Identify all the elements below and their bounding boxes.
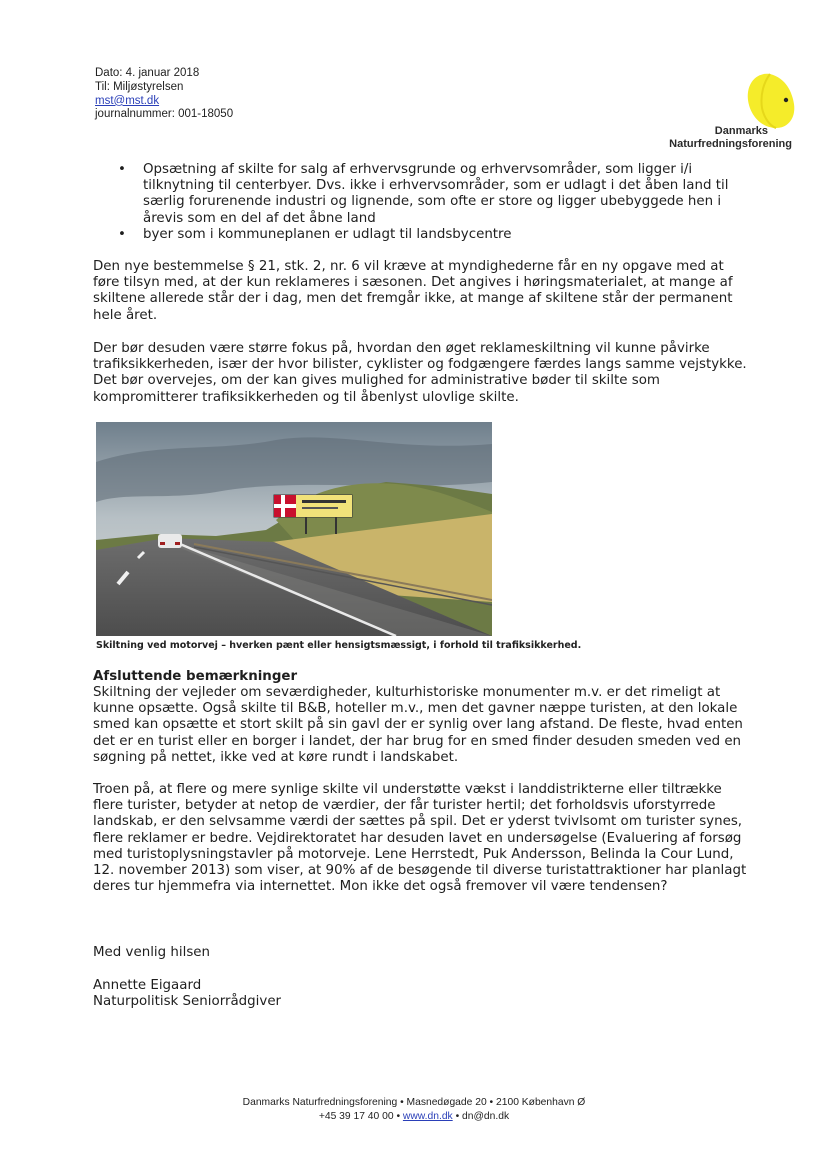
letter-header: [95, 67, 233, 122]
footer-web-link[interactable]: www.dn.dk: [402, 1110, 453, 1122]
motorway-photo: [96, 422, 492, 636]
photo-caption: Skiltning ved motorvej – hverken pænt eller hensigtsmæssigt, i forhold til trafiksikkerhed.: [96, 640, 582, 651]
footer-email[interactable]: dn@dn.dk: [462, 1110, 510, 1122]
logo-line-2: Naturfredningsforening: [669, 138, 792, 150]
section-heading: Afsluttende bemærkninger: [93, 669, 298, 684]
letter-recipient: Til: Miljøstyrelsen: [95, 80, 184, 93]
signature-title: Naturpolitisk Seniorrådgiver: [93, 994, 282, 1009]
footer-address: Masnedøgade 20: [406, 1097, 487, 1108]
motorway-billboard-image: [96, 422, 492, 636]
signature-name: Annette Eigaard: [93, 978, 202, 993]
bullet-list: [93, 162, 753, 243]
paragraph-signage-guidance: Skiltning der vejleder om seværdigheder, kulturhistoriske monumenter m.v. er det rimeligt at kunne opsætte. Også skilte til B&B, hoteller m.v., men det gavner næppe turisten, at den lokale smed kan opsætte et stort skilt på sin gavl der er synlig over lang afstand. De fleste, hvad enten det er en turist eller en borger i landet, der har brug for en smed finder desuden smeden ved en søgning på nettet, ikke ved at køre rundt i landskabet.: [93, 685, 743, 765]
paragraph-traffic-safety: Der bør desuden være større fokus på, hvordan den øget reklameskiltning vil kunne påvirke trafiksikkerheden, især der hvor bilister, cyklister og fodgængere færdes langs samme vejstykke. Det bør overvejes, om der kan gives mulighed for administrative bøder til skilte som kompromitterer trafiksikkerheden og til åbenlyst ulovlige skilte.: [93, 341, 747, 405]
logo-wordmark: [669, 125, 792, 151]
letter-date: Dato: 4. januar 2018: [95, 67, 200, 79]
logo-line-1: Danmarks: [714, 125, 768, 137]
footer-city: 2100 København Ø: [496, 1097, 586, 1108]
butterfly-logo-icon: [740, 70, 798, 132]
bullet-item: • Opsætning af skilte for salg af erhvervsgrunde og erhvervsområder, som ligger i/i tilknytning til centerbyer. Dvs. ikke i erhvervsområder, som er udlagt i det åben land til særlig forurenende industri og lignende, som ofte er store og ligger ubebyggede hen i årevis som en del af det åbne land: [93, 162, 753, 227]
bullet-item: • byer som i kommuneplanen er udlagt til landsbycentre: [93, 227, 753, 243]
letter-footer: Danmarks Naturfredningsforening • Masnedøgade 20 • 2100 København Ø +45 39 17 40 00 • www.dn.dk • dn@dn.dk: [242, 1097, 586, 1122]
journal-number: journalnummer: 001-18050: [95, 108, 234, 121]
paragraph-tourism: Troen på, at flere og mere synlige skilte vil understøtte vækst i landdistrikterne eller tiltrække flere turister, betyder at netop de værdier, der får turister hertil; det forholdsvis uforstyrrede landskab, er den selvsamme værdi der sættes på spil. Det er yderst tvivlsomt om turister synes, flere reklamer er bedre. Vejdirektoratet har desuden lavet en undersøgelse (Evaluering af forsøg med turistoplysningstavler på motorveje. Lene Herrstedt, Puk Andersson, Belinda la Cour Lund, 12. november 2013) som viser, at 90% af de besøgende til diverse turistattraktioner har planlagt deres tur hjemmefra via internettet. Mon ikke det også fremover vil være tendensen?: [93, 782, 747, 895]
paragraph-supervision: Den nye bestemmelse § 21, stk. 2, nr. 6 vil kræve at myndighederne får en ny opgave med at føre tilsyn med, at der kun reklameres i sæsonen. Det angives i høringsmaterialet, at mange af skiltene allerede står der i dag, men det fremgår ikke, at mange af skiltene står der permanent hele året.: [93, 259, 733, 323]
closing-greeting: Med venlig hilsen: [93, 945, 211, 960]
recipient-email-link[interactable]: mst@mst.dk: [95, 94, 160, 107]
footer-org: Danmarks Naturfredningsforening: [242, 1097, 398, 1108]
footer-phone: +45 39 17 40 00: [318, 1110, 394, 1122]
dn-logo: [640, 70, 800, 155]
